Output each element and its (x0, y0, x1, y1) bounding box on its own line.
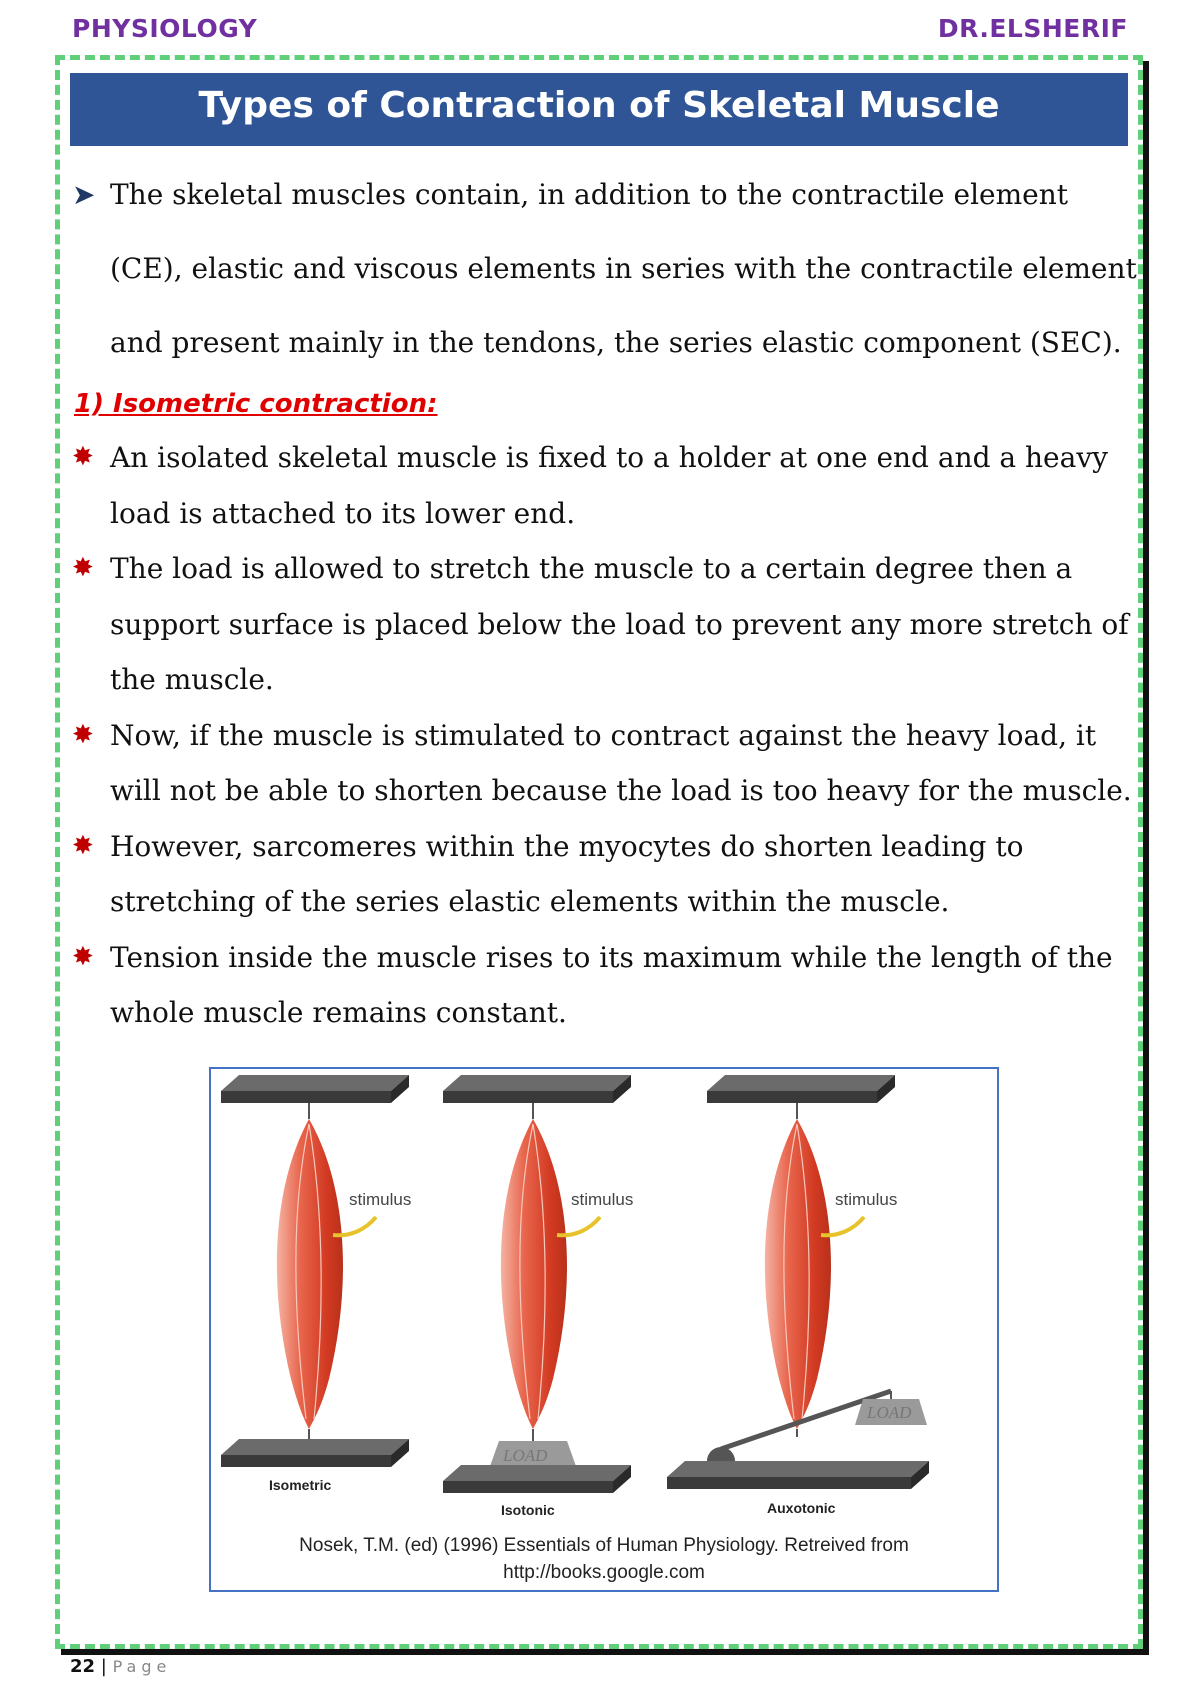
section-heading: 1) Isometric contraction: (74, 389, 438, 419)
list-item-text: Tension inside the muscle rises to its maximum while the length of the whole muscle remains constant. (110, 940, 1113, 1029)
stimulus-label: stimulus (349, 1190, 412, 1209)
list-item (70, 541, 1140, 708)
content (70, 158, 1140, 1041)
list-item-text: Now, if the muscle is stimulated to contract against the heavy load, it will not be able to shorten because the load is too heavy for the muscle. (110, 718, 1132, 807)
star-bullet-icon: ✸ (72, 553, 94, 583)
list-item (70, 930, 1140, 1041)
page-number: 22 (70, 1656, 96, 1677)
stimulus-label: stimulus (571, 1190, 634, 1209)
star-bullet-icon: ✸ (72, 941, 94, 972)
intro-text: The skeletal muscles contain, in addition to the contractile element (CE), elastic and viscous elements in series with the contractile element and present mainly in the tendons, the series elastic component (SEC). (110, 178, 1137, 359)
footer-separator: | (95, 1656, 113, 1677)
list-item (70, 819, 1140, 930)
figure-citation: Nosek, T.M. (ed) (1996) Essentials of Human Physiology. Retreived from (299, 1535, 909, 1556)
star-bullet-icon: ✸ (72, 830, 94, 861)
star-bullet-icon: ✸ (72, 719, 94, 750)
stimulus-label: stimulus (835, 1190, 898, 1209)
isotonic-label: Isotonic (501, 1502, 555, 1518)
star-bullet-icon: ✸ (72, 442, 94, 472)
list-item (70, 708, 1140, 819)
page-word: Page (112, 1657, 172, 1676)
figure-citation-link: http://books.google.com (503, 1562, 705, 1583)
arrow-bullet-icon: ➤ (72, 178, 96, 211)
header-subject: PHYSIOLOGY (72, 14, 258, 43)
isometric-setup (221, 1075, 411, 1493)
page-footer (70, 1656, 171, 1677)
list-item-text: The load is allowed to stretch the muscle to a certain degree then a support surface is placed below the load to prevent any more stretch of the muscle. (110, 552, 1129, 696)
load-label: LOAD (503, 1446, 548, 1465)
isotonic-setup (443, 1075, 633, 1518)
intro-paragraph (70, 158, 1140, 380)
muscle-contraction-figure (209, 1067, 999, 1592)
load-label: LOAD (867, 1403, 912, 1422)
list-item-text: However, sarcomeres within the myocytes do shorten leading to stretching of the series elastic elements within the muscle. (110, 829, 1024, 918)
header-author: DR.ELSHERIF (937, 14, 1128, 43)
auxotonic-setup (667, 1075, 929, 1516)
list-item (70, 430, 1140, 541)
figure-illustration (211, 1069, 997, 1529)
isometric-label: Isometric (269, 1477, 332, 1493)
page-title: Types of Contraction of Skeletal Muscle (70, 73, 1128, 146)
list-item-text: An isolated skeletal muscle is fixed to a holder at one end and a heavy load is attached to its lower end. (110, 441, 1108, 530)
auxotonic-label: Auxotonic (767, 1500, 836, 1516)
